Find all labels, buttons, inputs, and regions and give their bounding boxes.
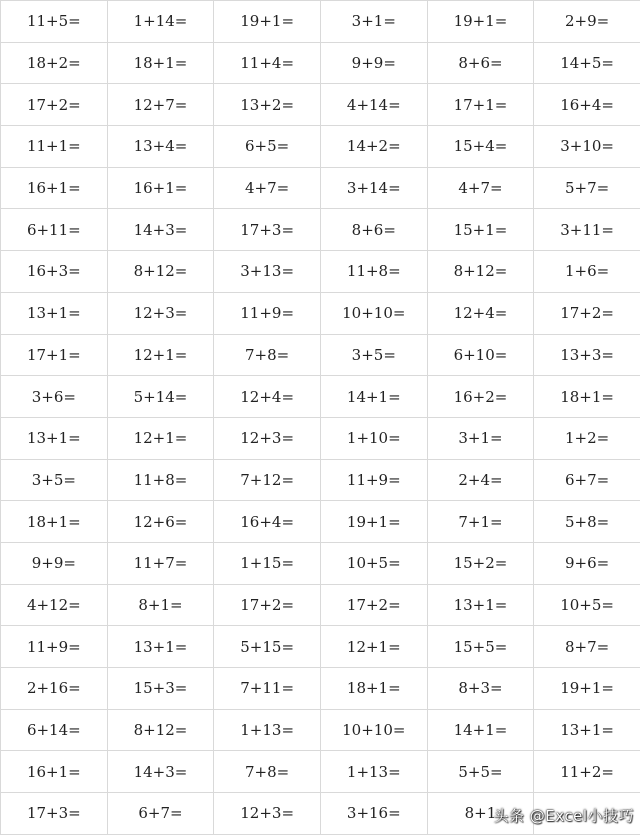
problem-cell[interactable]: 13+1= [534,709,640,751]
problem-cell[interactable]: 18+2= [1,42,108,84]
problem-cell[interactable]: 3+13= [214,251,321,293]
problem-cell[interactable]: 15+3= [107,668,214,710]
table-row [1,542,640,584]
problem-cell[interactable]: 11+2= [534,751,640,793]
problem-cell[interactable]: 2+9= [534,1,640,43]
problem-cell[interactable]: 18+1= [534,376,640,418]
problem-cell[interactable]: 17+2= [534,292,640,334]
problem-cell[interactable]: 13+4= [107,126,214,168]
problem-cell[interactable]: 7+8= [214,751,321,793]
problem-cell[interactable]: 5+7= [534,167,640,209]
table-row [1,126,640,168]
problem-cell[interactable]: 16+4= [214,501,321,543]
problem-cell[interactable]: 1+13= [214,709,321,751]
problem-cell[interactable]: 14+5= [534,42,640,84]
problem-cell[interactable]: 1+13= [320,751,427,793]
problem-cell[interactable]: 17+2= [320,584,427,626]
problem-cell[interactable]: 11+9= [1,626,108,668]
problem-cell[interactable]: 19+1= [214,1,321,43]
problem-cell[interactable]: 6+7= [107,793,214,835]
problem-cell[interactable]: 12+1= [320,626,427,668]
problem-cell[interactable]: 3+14= [320,167,427,209]
table-row [1,376,640,418]
problem-cell[interactable]: 11+8= [107,459,214,501]
problem-cell[interactable]: 15+4= [427,126,534,168]
problem-cell[interactable]: 6+5= [214,126,321,168]
problem-cell[interactable]: 14+3= [107,751,214,793]
problem-cell[interactable]: 7+8= [214,334,321,376]
problem-cell[interactable]: 16+1= [1,167,108,209]
problem-cell[interactable]: 16+1= [107,167,214,209]
problem-cell[interactable]: 10+5= [320,542,427,584]
watermark: 头条 @Excel小技巧 [493,805,634,826]
problem-cell[interactable]: 3+5= [320,334,427,376]
problem-cell[interactable]: 3+16= [320,793,427,835]
problem-cell[interactable]: 12+1= [107,417,214,459]
table-row [1,501,640,543]
problem-cell[interactable]: 17+2= [1,84,108,126]
problem-cell[interactable]: 14+1= [320,376,427,418]
problem-cell[interactable]: 8+3= [427,668,534,710]
table-row [1,1,640,43]
problem-cell[interactable]: 15+1= [427,209,534,251]
table-row [1,42,640,84]
problem-cell[interactable]: 16+1= [1,751,108,793]
problem-cell[interactable]: 2+16= [1,668,108,710]
table-row [1,668,640,710]
problem-cell[interactable]: 11+5= [1,1,108,43]
table-row [1,251,640,293]
problem-cell[interactable]: 9+6= [534,542,640,584]
problem-cell[interactable]: 4+7= [214,167,321,209]
problem-cell[interactable]: 18+1= [320,668,427,710]
problem-cell[interactable]: 5+5= [427,751,534,793]
problem-cell[interactable]: 5+14= [107,376,214,418]
problem-cell[interactable]: 1+2= [534,417,640,459]
problem-cell[interactable]: 7+12= [214,459,321,501]
problem-cell[interactable]: 17+3= [214,209,321,251]
table-row [1,584,640,626]
table-row [1,292,640,334]
problem-cell[interactable]: 8+1 [427,793,534,835]
problem-cell[interactable]: 8+12= [427,251,534,293]
problem-cell[interactable]: 17+3= [1,793,108,835]
problem-cell[interactable]: 4+14= [320,84,427,126]
problem-cell[interactable]: 18+1= [1,501,108,543]
problem-cell[interactable]: 6+14= [1,709,108,751]
problem-cell[interactable]: 12+6= [107,501,214,543]
table-row [1,84,640,126]
table-row [1,417,640,459]
problem-cell[interactable]: 11+9= [320,459,427,501]
problem-cell[interactable]: 14+1= [427,709,534,751]
problem-cell[interactable]: 12+3= [107,292,214,334]
table-row [1,334,640,376]
problem-cell[interactable]: 17+2= [214,584,321,626]
problem-cell[interactable]: 13+1= [1,292,108,334]
problem-cell[interactable]: 14+3= [107,209,214,251]
problem-cell[interactable] [534,793,640,835]
problem-cell[interactable]: 13+1= [427,584,534,626]
problem-cell[interactable]: 12+7= [107,84,214,126]
problem-cell[interactable]: 1+14= [107,1,214,43]
problem-cell[interactable]: 9+9= [1,542,108,584]
problem-cell[interactable]: 12+4= [427,292,534,334]
problem-cell[interactable]: 13+1= [1,417,108,459]
problem-cell[interactable]: 6+11= [1,209,108,251]
problem-cell[interactable]: 15+5= [427,626,534,668]
problem-cell[interactable]: 8+6= [320,209,427,251]
problem-cell[interactable]: 1+6= [534,251,640,293]
problem-cell[interactable]: 11+8= [320,251,427,293]
problem-cell[interactable]: 3+5= [1,459,108,501]
problem-cell[interactable]: 15+2= [427,542,534,584]
problem-cell[interactable]: 13+3= [534,334,640,376]
problem-cell[interactable]: 5+8= [534,501,640,543]
problem-cell[interactable]: 3+11= [534,209,640,251]
problem-cell[interactable]: 12+4= [214,376,321,418]
problem-cell[interactable]: 3+1= [320,1,427,43]
problem-cell[interactable]: 7+1= [427,501,534,543]
problem-cell[interactable]: 13+2= [214,84,321,126]
table-row [1,793,640,835]
problem-cell[interactable]: 2+4= [427,459,534,501]
problem-cell[interactable]: 3+1= [427,417,534,459]
problem-cell[interactable]: 9+9= [320,42,427,84]
problem-cell[interactable]: 10+10= [320,292,427,334]
table-row [1,751,640,793]
problem-cell[interactable]: 13+1= [107,626,214,668]
problem-cell[interactable]: 7+11= [214,668,321,710]
problem-cell[interactable]: 12+1= [107,334,214,376]
problem-cell[interactable]: 18+1= [107,42,214,84]
problem-cell[interactable]: 12+3= [214,793,321,835]
problem-cell[interactable]: 1+10= [320,417,427,459]
problem-cell[interactable]: 11+1= [1,126,108,168]
problem-cell[interactable]: 8+12= [107,709,214,751]
problem-cell[interactable]: 16+3= [1,251,108,293]
table-row [1,709,640,751]
problem-cell[interactable]: 12+3= [214,417,321,459]
problem-cell[interactable]: 11+4= [214,42,321,84]
problem-cell[interactable]: 6+7= [534,459,640,501]
problem-cell[interactable]: 8+7= [534,626,640,668]
problem-cell[interactable]: 8+6= [427,42,534,84]
problem-cell[interactable]: 8+1= [107,584,214,626]
problem-cell[interactable]: 4+12= [1,584,108,626]
problem-cell[interactable]: 1+15= [214,542,321,584]
problem-cell[interactable]: 4+7= [427,167,534,209]
table-row [1,459,640,501]
problem-cell[interactable]: 3+6= [1,376,108,418]
problem-cell[interactable]: 11+7= [107,542,214,584]
problem-cell[interactable]: 16+2= [427,376,534,418]
problem-cell[interactable]: 10+10= [320,709,427,751]
table-row [1,626,640,668]
table-row [1,167,640,209]
problem-cell[interactable]: 6+10= [427,334,534,376]
problem-cell[interactable]: 19+1= [427,1,534,43]
problem-cell[interactable]: 17+1= [1,334,108,376]
problem-cell[interactable]: 8+12= [107,251,214,293]
problem-cell[interactable]: 17+1= [427,84,534,126]
problem-cell[interactable]: 19+1= [320,501,427,543]
problem-cell[interactable]: 10+5= [534,584,640,626]
problem-cell[interactable]: 16+4= [534,84,640,126]
problem-cell[interactable]: 11+9= [214,292,321,334]
problem-cell[interactable]: 5+15= [214,626,321,668]
table-row [1,209,640,251]
problem-cell[interactable]: 14+2= [320,126,427,168]
problem-cell[interactable]: 3+10= [534,126,640,168]
problem-cell[interactable]: 19+1= [534,668,640,710]
grid-body [1,1,640,835]
